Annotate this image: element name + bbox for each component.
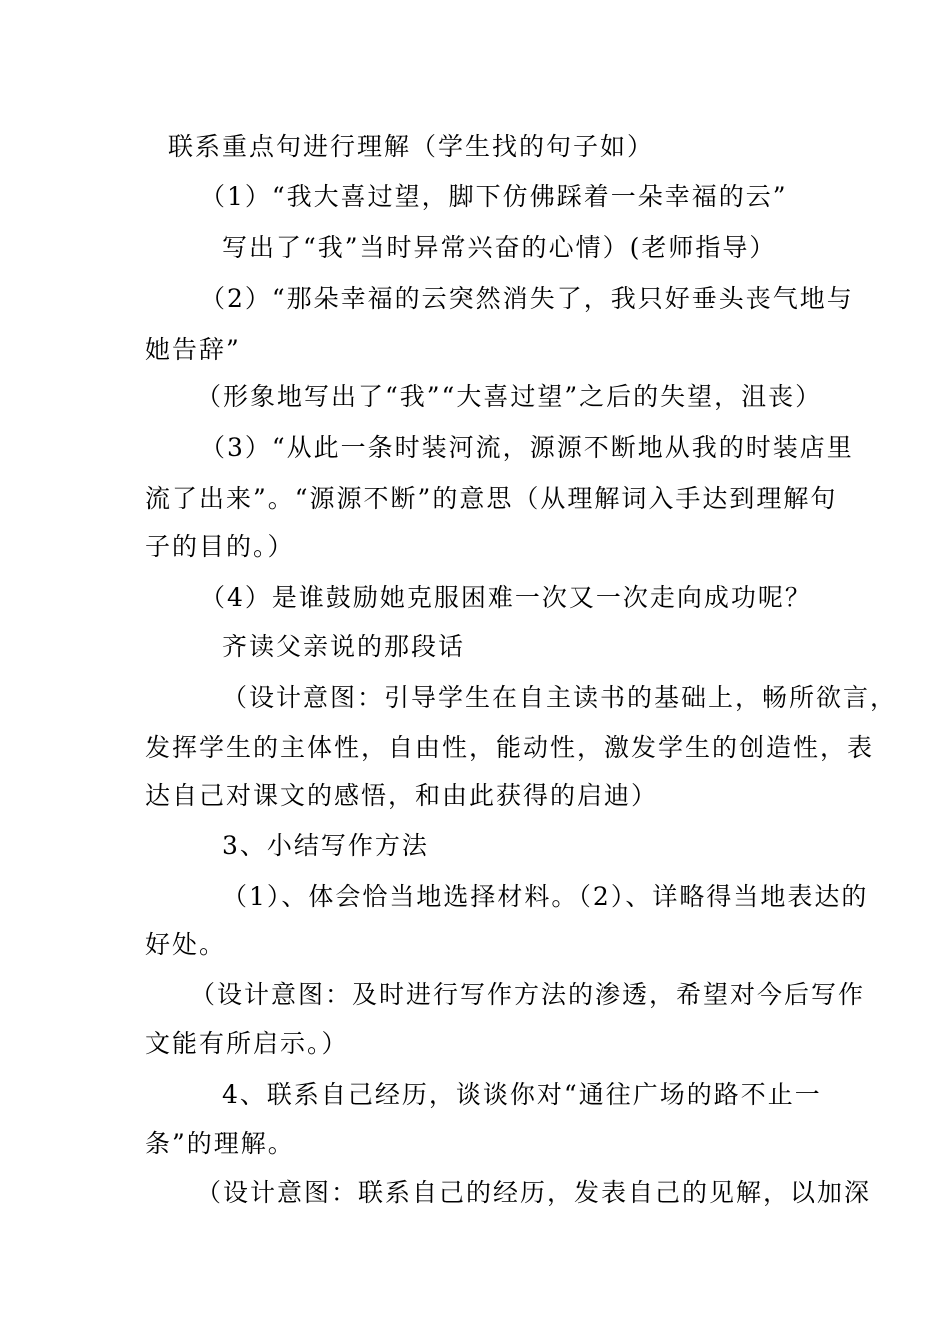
text-line: （4）是谁鼓励她克服困难一次又一次走向成功呢？ <box>200 583 812 612</box>
text-line: 发挥学生的主体性，自由性，能动性，激发学生的创造性，表 <box>145 733 875 762</box>
text-line: （设计意图：联系自己的经历，发表自己的见解，以加深 <box>196 1178 872 1207</box>
text-line: 写出了“我”当时异常兴奋的心情）(老师指导） <box>222 233 777 262</box>
text-line: 3、小结写作方法 <box>222 831 429 860</box>
text-line: 她告辞” <box>145 335 241 364</box>
text-line: 好处。 <box>145 930 227 959</box>
text-line: 文能有所启示。） <box>145 1029 349 1058</box>
text-line: 流了出来”。“源源不断”的意思（从理解词入手达到理解句 <box>145 484 838 513</box>
text-line: （设计意图：引导学生在自主读书的基础上，畅所欲言， <box>222 683 898 712</box>
text-line: （形象地写出了“我”“大喜过望”之后的失望，沮丧） <box>196 382 823 411</box>
text-line: 4、联系自己经历，谈谈你对“通往广场的路不止一 <box>222 1080 822 1109</box>
text-line: （3）“从此一条时装河流，源源不断地从我的时装店里 <box>200 433 854 462</box>
text-line: 子的目的。） <box>145 532 295 561</box>
text-line: 齐读父亲说的那段话 <box>222 632 466 661</box>
text-line: （1）“我大喜过望，脚下仿佛踩着一朵幸福的云” <box>200 182 788 211</box>
text-line: （2）“那朵幸福的云突然消失了，我只好垂头丧气地与 <box>200 284 854 313</box>
text-line: （设计意图：及时进行写作方法的渗透，希望对今后写作 <box>190 980 866 1009</box>
text-line: 联系重点句进行理解（学生找的句子如） <box>168 132 655 161</box>
text-line: （1）、体会恰当地选择材料。（2）、详略得当地表达的 <box>222 882 869 911</box>
text-line: 达自己对课文的感悟，和由此获得的启迪） <box>145 781 659 810</box>
text-line: 条”的理解。 <box>145 1129 295 1158</box>
